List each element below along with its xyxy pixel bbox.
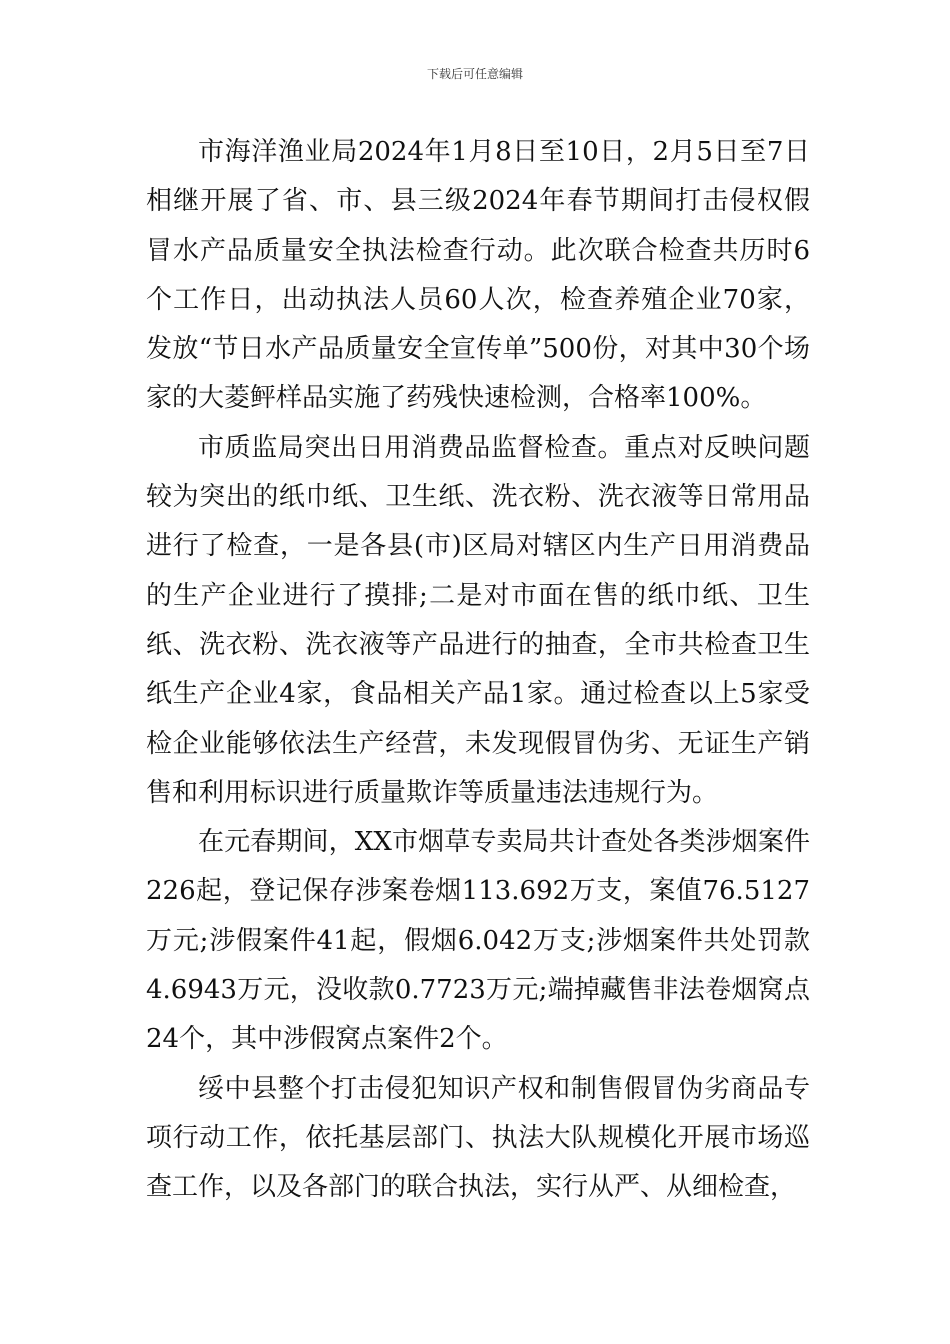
paragraph-tobacco-cases: 在元春期间，XX市烟草专卖局共计查处各类涉烟案件226起，登记保存涉案卷烟113.692万支，案值76.5127万元;涉假案件41起，假烟6.042万支;涉烟案件共处罚款4.6943万元，没收款0.7723万元;端掉藏售非法卷烟窝点24个，其中涉假窝点案件2个。 bbox=[146, 827, 810, 1055]
paragraph-fisheries-inspection: 市海洋渔业局2024年1月8日至10日，2月5日至7日相继开展了省、市、县三级2024年春节期间打击侵权假冒水产品质量安全执法检查行动。此次联合检查共历时6个工作日，出动执法人员60人次，检查养殖企业70家，发放“节日水产品质量安全宣传单”500份，对其中30个场家的大菱鲆样品实施了药残快速检测，合格率100%。 bbox=[146, 137, 810, 414]
document-body bbox=[146, 128, 810, 1213]
paragraph-quality-supervision: 市质监局突出日用消费品监督检查。重点对反映问题较为突出的纸巾纸、卫生纸、洗衣粉、洗衣液等日常用品进行了检查，一是各县(市)区局对辖区内生产日用消费品的生产企业进行了摸排;二是对市面在售的纸巾纸、卫生纸、洗衣粉、洗衣液等产品进行的抽查，全市共检查卫生纸生产企业4家，食品相关产品1家。通过检查以上5家受检企业能够依法生产经营，未发现假冒伪劣、无证生产销售和利用标识进行质量欺诈等质量违法违规行为。 bbox=[146, 432, 810, 808]
page-header: 下载后可任意编辑 bbox=[426, 67, 523, 81]
paragraph-suizhong-county: 绥中县整个打击侵犯知识产权和制售假冒伪劣商品专项行动工作，依托基层部门、执法大队规模化开展市场巡查工作，以及各部门的联合执法，实行从严、从细检查， bbox=[146, 1073, 810, 1203]
